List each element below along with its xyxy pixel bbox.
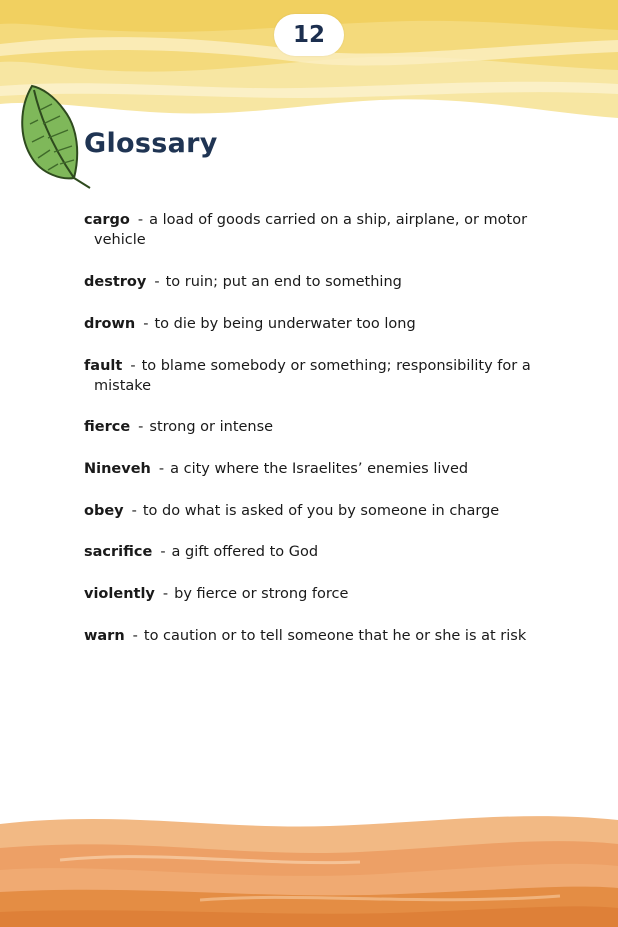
glossary-definition: by fierce or strong force <box>174 586 349 602</box>
glossary-definition: to ruin; put an end to something <box>165 274 402 290</box>
page-title: Glossary <box>84 128 218 159</box>
glossary-term: fierce <box>84 419 131 435</box>
glossary-definition: a gift offered to God <box>171 544 319 560</box>
glossary-term: cargo <box>84 212 130 228</box>
page-number: 12 <box>292 22 325 48</box>
glossary-entry: sacrifice - a gift offered to God <box>84 544 319 560</box>
glossary-entry: fault - to blame somebody or something; responsibility for a mistake <box>84 358 531 394</box>
glossary-term: violently <box>84 586 155 602</box>
bottom-decorative-band <box>0 800 618 927</box>
glossary-term: sacrifice <box>84 544 153 560</box>
glossary-entry: violently - by fierce or strong force <box>84 586 349 602</box>
glossary-entry: cargo - a load of goods carried on a ship, airplane, or motor vehicle <box>84 212 528 248</box>
glossary-term: fault <box>84 358 123 374</box>
glossary-entry: destroy - to ruin; put an end to something <box>84 274 402 290</box>
glossary-entry: drown - to die by being underwater too long <box>84 316 416 332</box>
glossary-definition: to do what is asked of you by someone in charge <box>142 503 500 519</box>
glossary-definition: a city where the Israelites’ enemies lived <box>170 461 469 477</box>
glossary-definition: to die by being underwater too long <box>154 316 416 332</box>
glossary-entry: warn - to caution or to tell someone that he or she is at risk <box>84 628 527 644</box>
glossary-term: obey <box>84 503 124 519</box>
glossary-term: destroy <box>84 274 147 290</box>
page-number-badge <box>274 14 344 56</box>
glossary-term: drown <box>84 316 136 332</box>
glossary-definition: to blame somebody or something; responsibility for a mistake <box>94 358 531 394</box>
glossary-definition: to caution or to tell someone that he or she is at risk <box>143 628 527 644</box>
glossary-entry: Nineveh - a city where the Israelites’ enemies lived <box>84 461 469 477</box>
glossary-definition: a load of goods carried on a ship, airplane, or motor vehicle <box>94 212 528 248</box>
glossary-entry: obey - to do what is asked of you by someone in charge <box>84 503 500 519</box>
glossary-term: Nineveh <box>84 461 151 477</box>
glossary-term: warn <box>84 628 125 644</box>
glossary-entry: fierce - strong or intense <box>84 419 274 435</box>
glossary-definition: strong or intense <box>149 419 274 435</box>
